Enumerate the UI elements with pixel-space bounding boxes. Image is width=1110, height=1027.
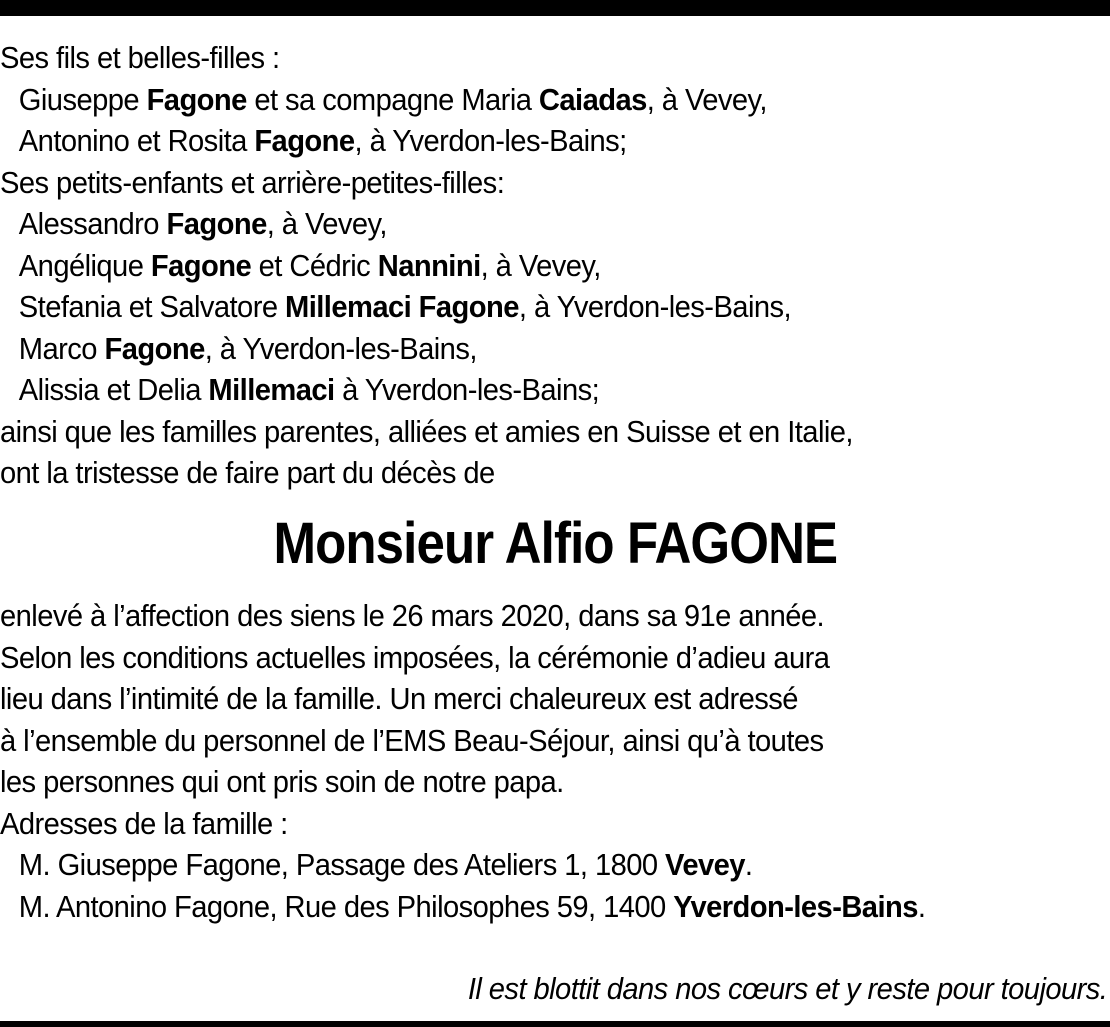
addresses-heading: Adresses de la famille : bbox=[0, 805, 288, 841]
surname: Fagone bbox=[104, 330, 205, 366]
location-text: , à Yverdon-les-Bains; bbox=[354, 123, 627, 158]
address-end: . bbox=[917, 888, 926, 924]
given-names: Alessandro bbox=[18, 206, 167, 241]
location-text: , à Yverdon-les-Bains, bbox=[204, 330, 477, 366]
address-text: M. Giuseppe Fagone, Passage des Ateliers 1, 1800 bbox=[18, 847, 666, 882]
deceased-name-block bbox=[0, 506, 1110, 582]
address-line bbox=[0, 886, 1043, 928]
surname: Millemaci bbox=[208, 372, 335, 407]
location-text: , à Yverdon-les-Bains, bbox=[518, 289, 792, 324]
announcement-line: ont la tristesse de faire part du décès de bbox=[0, 455, 495, 490]
surname: Millemaci Fagone bbox=[285, 289, 519, 324]
grandchildren-heading: Ses petits-enfants et arrière-petites-filles: bbox=[0, 164, 505, 200]
given-names: Giuseppe bbox=[18, 81, 147, 117]
connector-text: et Cédric bbox=[251, 247, 378, 283]
deceased-name: Monsieur Alfio FAGONE bbox=[273, 511, 837, 576]
connector-text: et sa compagne Maria bbox=[246, 81, 539, 117]
given-names: Stefania et Salvatore bbox=[18, 289, 286, 324]
family-member-line bbox=[0, 203, 1043, 245]
location-text: , à Vevey, bbox=[266, 206, 387, 241]
body-line: Selon les conditions actuelles imposées, la cérémonie d’adieu aura bbox=[0, 639, 830, 675]
address-city: Vevey bbox=[665, 847, 745, 882]
family-member-line bbox=[0, 286, 1043, 328]
sons-heading: Ses fils et belles-filles : bbox=[0, 40, 280, 75]
body-line: lieu dans l’intimité de la famille. Un merci chaleureux est adressé bbox=[0, 681, 798, 716]
family-member-line bbox=[0, 369, 1043, 411]
body-line: enlevé à l’affection des siens le 26 mars 2020, dans sa 91e année. bbox=[0, 598, 825, 633]
families-line: ainsi que les familles parentes, alliées et amies en Suisse et en Italie, bbox=[0, 413, 853, 449]
bottom-rule bbox=[0, 1021, 1110, 1027]
surname: Nannini bbox=[377, 247, 481, 283]
surname: Fagone bbox=[254, 123, 355, 158]
given-names: Antonino et Rosita bbox=[18, 123, 255, 158]
surname: Fagone bbox=[150, 247, 252, 283]
top-rule bbox=[0, 0, 1110, 16]
family-list bbox=[0, 37, 1043, 494]
address-text: M. Antonino Fagone, Rue des Philosophes 59, 1400 bbox=[18, 888, 674, 924]
surname: Caiadas bbox=[538, 81, 647, 117]
family-member-line bbox=[0, 328, 1043, 370]
given-names: Marco bbox=[18, 330, 105, 366]
address-city: Yverdon-les-Bains bbox=[673, 888, 918, 924]
family-member-line bbox=[0, 79, 1043, 121]
body-line: les personnes qui ont pris soin de notre papa. bbox=[0, 764, 564, 799]
location-text: , à Vevey, bbox=[480, 247, 601, 283]
body-line: à l’ensemble du personnel de l’EMS Beau-Séjour, ainsi qu’à toutes bbox=[0, 722, 824, 758]
address-line bbox=[0, 844, 1043, 886]
surname: Fagone bbox=[146, 81, 247, 117]
address-end: . bbox=[744, 847, 753, 882]
given-names: Angélique bbox=[18, 247, 151, 283]
notice-body bbox=[0, 595, 1043, 927]
surname: Fagone bbox=[166, 206, 267, 241]
given-names: Alissia et Delia bbox=[18, 372, 209, 407]
location-text: à Yverdon-les-Bains; bbox=[334, 372, 600, 407]
closing-line: Il est blottit dans nos cœurs et y reste pour toujours. bbox=[467, 971, 1107, 1006]
family-member-line bbox=[0, 245, 1043, 287]
location-text: , à Vevey, bbox=[646, 81, 767, 117]
family-member-line bbox=[0, 120, 1043, 162]
